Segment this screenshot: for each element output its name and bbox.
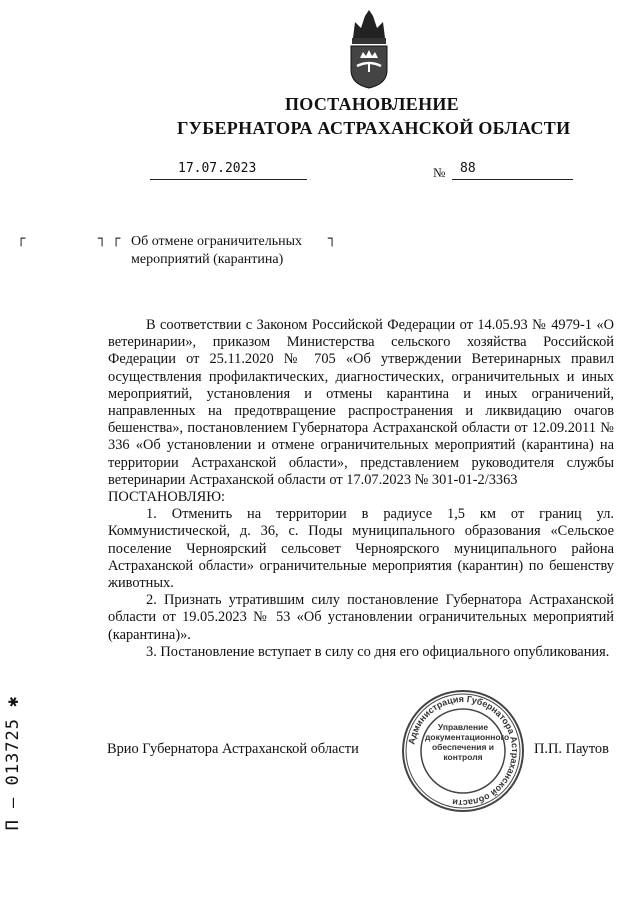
document-body [108, 317, 614, 661]
bracket-corner-open-icon: ┌ [112, 231, 121, 247]
resolve-heading: ПОСТАНОВЛЯЮ: [108, 489, 226, 506]
bracket-corner-left-icon: ┌ [17, 231, 26, 247]
bracket-corner-mid-icon: ┐ [98, 231, 107, 247]
signatory-name: П.П. Паутов [534, 741, 609, 757]
issuer-title: ГУБЕРНАТОРА АСТРАХАНСКОЙ ОБЛАСТИ [177, 118, 571, 138]
astrakhan-coat-of-arms-icon [343, 8, 395, 90]
bracket-corner-right-icon: ┐ [328, 231, 337, 247]
document-type-title: ПОСТАНОВЛЕНИЕ [285, 94, 459, 114]
signatory-position: Врио Губернатора Астраханской области [107, 741, 359, 757]
document-number: 88 [460, 161, 476, 176]
date-underline [150, 179, 307, 180]
subject-line-2: мероприятий (карантина) [131, 252, 284, 267]
registration-side-stamp [2, 688, 24, 838]
seal-center-text: Управление документационного обеспечения и контроля [425, 722, 510, 762]
subject-line-1: Об отмене ограничительных [131, 234, 303, 249]
number-label: № [433, 165, 446, 180]
clause-2: 2. Признать утратившим силу постановление Губернатора Астраханской области от 19.05.2023 № 53 «Об установлении ограничительных мероприятий (карантина)». [108, 592, 614, 643]
preamble-paragraph: В соответствии с Законом Российской Федерации от 14.05.93 № 4979-1 «О ветеринарии», приказом Министерства сельского хозяйства Российской Федерации от 25.11.2020 № 705 «Об утверждении Ветеринарных правил осуществления профилактических, диагностических, ограничительных и иных мероприятий, установления и отмены карантина и иных ограничений, направленных на предотвращение распространения и ликвидацию очагов бешенства», постановлением Губернатора Астраханской области от 12.09.2011 № 336 «Об установлении и отмене ограничительных мероприятий (карантина) на территории Астраханской области», представлением руководителя службы ветеринарии Астраханской области от 17.07.2023 № 301-01-2/3363 [108, 317, 614, 488]
number-underline [452, 179, 573, 180]
clause-3: 3. Постановление вступает в силу со дня его официального опубликования. [146, 643, 610, 660]
document-subject [131, 233, 302, 269]
document-date: 17.07.2023 [178, 161, 257, 176]
clause-1: 1. Отменить на территории в радиусе 1,5 км от границ ул. Коммунистической, д. 36, с. Поды муниципального образования «Сельское поселение Черноярский сельсовет Черноярского муниципального района Астраханской области» ограничительные мероприятия (карантин) по бешенству животных. [108, 506, 614, 592]
registration-number: П – 013725 ✱ [3, 695, 23, 831]
seal-arc-text: Администрация Губернатора Астраханской области [406, 693, 521, 809]
